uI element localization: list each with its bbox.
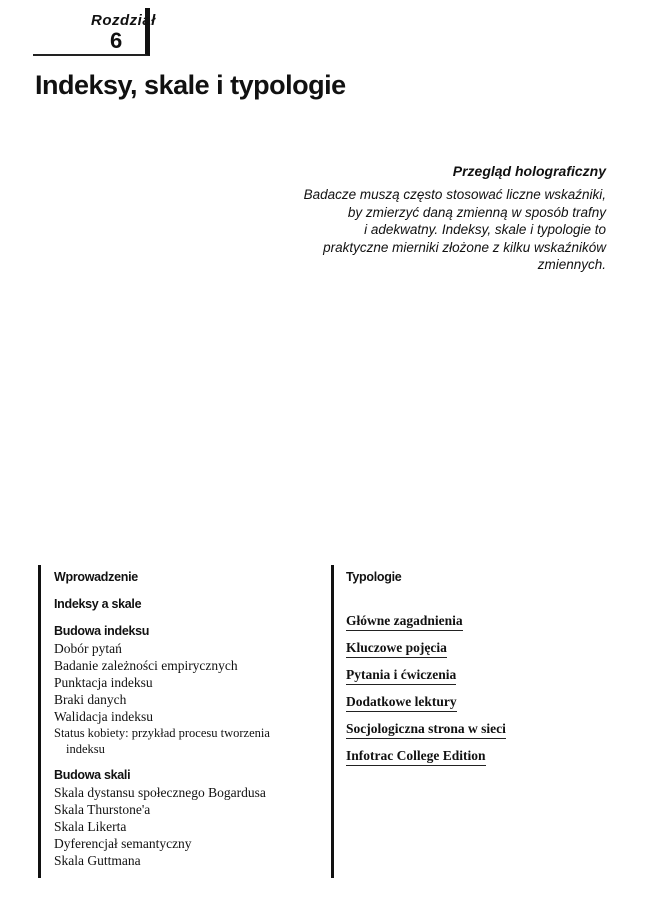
toc-main-issues: Główne zagadnienia [346, 612, 463, 631]
overview-line: zmiennych. [537, 257, 606, 272]
toc-item: Braki danych [54, 692, 127, 707]
toc-infotrac: Infotrac College Edition [346, 747, 486, 766]
toc-item: Badanie zależności empirycznych [54, 658, 238, 673]
toc-key-terms: Kluczowe pojęcia [346, 639, 447, 658]
toc-left-column [38, 565, 300, 878]
overview-heading: Przegląd holograficzny [452, 163, 606, 179]
toc-item-status-cont: indeksu [66, 742, 105, 756]
overview-line: Badacze muszą często stosować liczne wskaźniki, [303, 187, 606, 202]
toc-indexes-scales: Indeksy a skale [54, 597, 142, 611]
toc-extras-list [346, 612, 571, 774]
toc-item: Punktacja indeksu [54, 675, 153, 690]
chapter-label: Rozdział [91, 12, 156, 29]
toc-questions-exercises: Pytania i ćwiczenia [346, 666, 456, 685]
overview-text [300, 186, 606, 274]
toc-index-building: Budowa indeksu [54, 624, 150, 638]
toc-item: Skala Guttmana [54, 853, 141, 868]
toc-additional-readings: Dodatkowe lektury [346, 693, 457, 712]
overview-line: i adekwatny. Indeksy, skale i typologie to [364, 222, 606, 237]
toc-item: Dobór pytań [54, 641, 122, 656]
toc-item: Skala Thurstone'a [54, 802, 151, 817]
chapter-header [33, 8, 156, 56]
toc-item: Walidacja indeksu [54, 709, 154, 724]
toc-right-column [331, 565, 571, 878]
toc-item-status: Status kobiety: przykład procesu tworzenia [54, 726, 270, 740]
overview-line: praktyczne mierniki złożone z kilku wskaźników [323, 239, 606, 255]
toc-item: Dyferencjał semantyczny [54, 836, 192, 851]
overview-line: by zmierzyć daną zmienną w sposób trafny [347, 204, 606, 220]
toc-item: Skala Likerta [54, 819, 127, 834]
toc-intro: Wprowadzenie [54, 570, 138, 584]
chapter-number: 6 [110, 28, 123, 53]
overview-box [300, 163, 606, 274]
toc-item: Skala dystansu społecznego Bogardusa [54, 785, 266, 800]
toc-scale-building: Budowa skali [54, 768, 131, 782]
toc-typology: Typologie [346, 570, 402, 584]
toc-sociology-web: Socjologiczna strona w sieci [346, 720, 506, 739]
page-title: Indeksy, skale i typologie [35, 70, 346, 100]
